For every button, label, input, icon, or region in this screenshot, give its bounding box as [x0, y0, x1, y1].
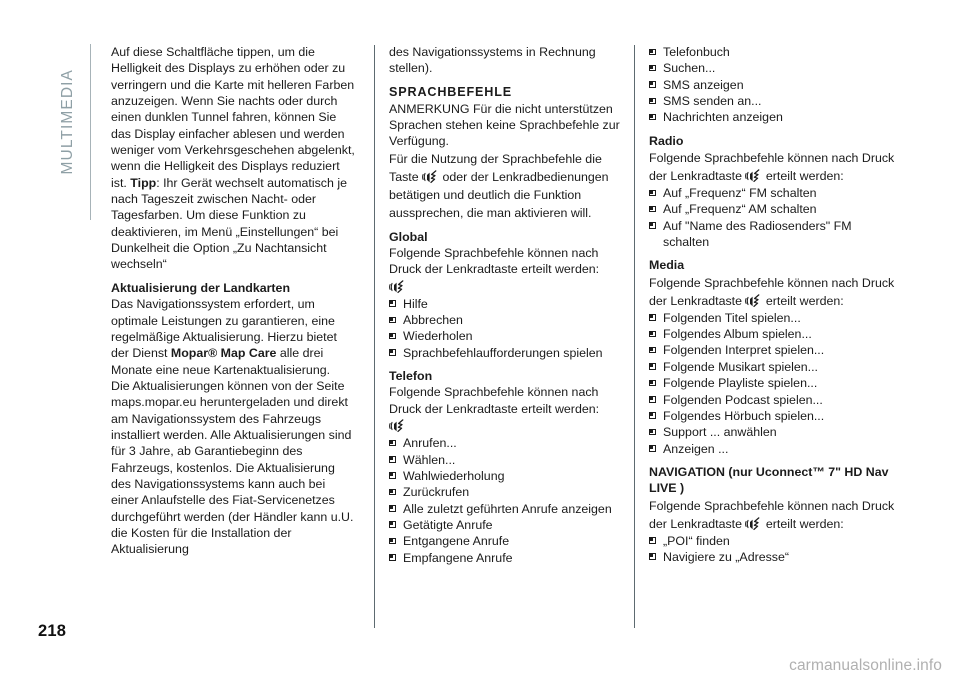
navigation-intro — [649, 497, 899, 533]
heading-radio: Radio — [649, 133, 684, 148]
square-bullet-icon — [389, 300, 396, 307]
navigation-command-list — [649, 533, 899, 566]
list-item-label: Abbrechen — [403, 313, 463, 328]
voice-command-icon — [389, 419, 406, 433]
telefon-command-list — [389, 435, 624, 566]
list-item-label: Folgende Musikart spielen... — [663, 359, 818, 374]
square-bullet-icon — [649, 412, 656, 419]
paragraph-map-care-text-b: alle drei Monate eine neue Kartenaktualisierung. — [111, 346, 331, 377]
list-item-label: Alle zuletzt geführten Anrufe anzeigen — [403, 501, 612, 516]
list-item — [649, 44, 899, 60]
list-item-label: Sprachbefehlaufforderungen spielen — [403, 345, 603, 360]
square-bullet-icon — [649, 429, 656, 436]
text-column-3 — [649, 44, 899, 565]
list-item-label: Folgende Playliste spielen... — [663, 376, 818, 391]
global-icon-line — [389, 278, 624, 296]
square-bullet-icon — [389, 349, 396, 356]
list-item — [389, 484, 624, 500]
list-item-label: Folgendes Hörbuch spielen... — [663, 408, 825, 423]
paragraph-voice-usage-text-a: Für die Nutzung der Sprachbefehle die Taste — [389, 151, 602, 184]
list-item-label: Suchen... — [663, 61, 716, 76]
spacer — [389, 222, 624, 229]
list-item-label: „POI“ finden — [663, 533, 730, 548]
square-bullet-icon — [649, 98, 656, 105]
paragraph-map-care — [111, 296, 356, 378]
list-item-label: Support ... anwählen — [663, 425, 777, 440]
list-item-label: SMS senden an... — [663, 94, 762, 109]
list-item-label: Wiederholen — [403, 329, 473, 344]
telefon-intro: Folgende Sprachbefehle können nach Druck der Lenkradtaste erteilt werden: — [389, 385, 600, 416]
list-item — [389, 550, 624, 566]
list-item-label: Entgangene Anrufe — [403, 534, 510, 549]
list-item — [389, 435, 624, 451]
list-item-label: Folgenden Titel spielen... — [663, 310, 801, 325]
square-bullet-icon — [649, 347, 656, 354]
list-item — [389, 328, 624, 344]
square-bullet-icon — [389, 317, 396, 324]
square-bullet-icon — [649, 65, 656, 72]
chapter-rail — [28, 40, 90, 630]
list-item — [649, 218, 899, 251]
spacer — [649, 250, 899, 257]
media-intro-text-a: Folgende Sprachbefehle können nach Druck der Lenkradtaste — [649, 275, 895, 308]
list-item-label: Getätigte Anrufe — [403, 517, 493, 532]
telefon-icon-line — [389, 417, 624, 435]
chapter-label: MULTIMEDIA — [59, 69, 76, 175]
list-item — [649, 60, 899, 76]
list-item-label: Zurückrufen — [403, 485, 470, 500]
square-bullet-icon — [649, 537, 656, 544]
voice-command-icon — [745, 294, 762, 308]
square-bullet-icon — [649, 81, 656, 88]
paragraph-update-download: Die Aktualisierungen können von der Seite maps.mopar.eu heruntergeladen und direkt am Navigationssystem des Fahrzeugs installiert werden. Alle Aktualisierungen sind für 3 Jahre, ab Garantiebeginn des Fahrzeugs, kostenlos. Die Aktualisierung des Navigationssystems kann auch bei einer Anlaufstelle des Fiat-Servicenetzes durchgeführt werden (der Händler kann u.U. die Kosten für die Installation der Aktualisierung — [111, 378, 354, 557]
list-item — [649, 185, 899, 201]
square-bullet-icon — [649, 49, 656, 56]
square-bullet-icon — [649, 331, 656, 338]
paragraph-continued-from-col1: des Navigationssystems in Rechnung stellen). — [389, 45, 596, 76]
list-item — [649, 549, 899, 565]
list-item-label: Telefonbuch — [663, 45, 730, 59]
heading-media: Media — [649, 258, 685, 273]
square-bullet-icon — [389, 554, 396, 561]
list-item — [389, 452, 624, 468]
column-divider-2 — [634, 45, 635, 628]
site-watermark: carmanualsonline.info — [789, 657, 942, 674]
spacer — [389, 361, 624, 368]
list-item — [649, 375, 899, 391]
list-item-label: Hilfe — [403, 296, 428, 311]
paragraph-brightness — [111, 44, 356, 273]
square-bullet-icon — [649, 363, 656, 370]
heading-navigation: NAVIGATION (nur Uconnect™ 7" HD Nav LIVE ) — [649, 464, 889, 496]
list-item — [649, 201, 899, 217]
mopar-map-care-label: Mopar® Map Care — [170, 346, 277, 361]
square-bullet-icon — [389, 440, 396, 447]
list-item-label: Folgenden Interpret spielen... — [663, 343, 825, 358]
list-item — [649, 359, 899, 375]
voice-command-icon — [745, 517, 762, 531]
square-bullet-icon — [649, 380, 656, 387]
navigation-intro-text-a: Folgende Sprachbefehle können nach Druck der Lenkradtaste — [649, 498, 895, 531]
list-item — [649, 441, 899, 457]
list-item — [389, 533, 624, 549]
list-item — [389, 345, 624, 361]
list-item-label: SMS anzeigen — [663, 77, 744, 92]
note-unsupported-languages: ANMERKUNG Für die nicht unterstützen Sprachen stehen keine Sprachbefehle zur Verfügung. — [389, 101, 620, 149]
list-item — [649, 392, 899, 408]
heading-telefon: Telefon — [389, 369, 433, 384]
chapter-rule — [90, 44, 91, 220]
list-item — [649, 77, 899, 93]
voice-command-icon — [745, 169, 762, 183]
square-bullet-icon — [389, 456, 396, 463]
square-bullet-icon — [389, 333, 396, 340]
voice-command-icon — [422, 170, 439, 184]
square-bullet-icon — [389, 505, 396, 512]
spacer — [389, 77, 624, 84]
square-bullet-icon — [389, 489, 396, 496]
square-bullet-icon — [649, 222, 656, 229]
list-item-label: Auf „Frequenz“ FM schalten — [663, 186, 817, 201]
list-item-label: Wählen... — [403, 452, 456, 467]
navigation-intro-text-b: erteilt werden: — [762, 516, 844, 531]
paragraph-voice-usage-text-b: oder der Lenkradbedienungen betätigen und deutlich die Funktion aussprechen, die man aktivieren will. — [389, 169, 609, 220]
media-command-list — [649, 310, 899, 457]
square-bullet-icon — [649, 445, 656, 452]
radio-command-list — [649, 185, 899, 250]
spacer — [111, 273, 356, 280]
square-bullet-icon — [649, 553, 656, 560]
list-item — [389, 296, 624, 312]
list-item — [649, 533, 899, 549]
list-item-label: Navigiere zu „Adresse“ — [663, 549, 790, 564]
text-column-1 — [111, 44, 356, 558]
list-item — [389, 517, 624, 533]
list-item-label: Anrufen... — [403, 436, 457, 451]
square-bullet-icon — [649, 396, 656, 403]
tipp-label: Tipp — [130, 175, 157, 190]
radio-intro — [649, 149, 899, 185]
square-bullet-icon — [649, 114, 656, 121]
list-item — [649, 342, 899, 358]
list-item-label: Wahlwiederholung — [403, 468, 505, 483]
list-item — [649, 310, 899, 326]
page-number: 218 — [38, 622, 67, 640]
square-bullet-icon — [389, 521, 396, 528]
paragraph-brightness-text-b: : Ihr Gerät wechselt automatisch je nach Tageszeit zwischen Nacht- oder Tagesfarben. Um diese Funktion zu deaktivieren, im Menü „Einstellungen“ bei Dunkelheit die Option „Zu Nachtansicht wechseln“ — [111, 175, 347, 272]
list-item — [649, 408, 899, 424]
list-item — [649, 424, 899, 440]
list-item — [389, 468, 624, 484]
list-item — [649, 93, 899, 109]
paragraph-map-care-text-a: Das Navigationssystem erfordert, um optimale Leistungen zu garantieren, eine regelmäßige Aktualisierung. Hierzu bietet der Dienst — [111, 297, 337, 361]
radio-intro-text-a: Folgende Sprachbefehle können nach Druck der Lenkradtaste — [649, 151, 895, 184]
heading-global: Global — [389, 229, 428, 244]
list-item-label: Folgenden Podcast spielen... — [663, 392, 823, 407]
media-intro — [649, 274, 899, 310]
square-bullet-icon — [649, 190, 656, 197]
list-item-label: Folgendes Album spielen... — [663, 327, 812, 342]
list-item — [649, 109, 899, 125]
global-command-list — [389, 296, 624, 361]
voice-command-icon — [389, 280, 406, 294]
list-item — [389, 501, 624, 517]
heading-map-update: Aktualisierung der Landkarten — [111, 280, 291, 295]
list-item-label: Auf „Frequenz“ AM schalten — [663, 202, 817, 217]
text-column-2 — [389, 44, 624, 566]
paragraph-voice-usage — [389, 150, 624, 222]
list-item-label: Empfangene Anrufe — [403, 550, 513, 565]
spacer — [649, 126, 899, 133]
list-item — [389, 312, 624, 328]
square-bullet-icon — [649, 314, 656, 321]
global-intro: Folgende Sprachbefehle können nach Druck der Lenkradtaste erteilt werden: — [389, 246, 600, 277]
paragraph-brightness-text-a: Auf diese Schaltfläche tippen, um die Helligkeit des Displays zu erhöhen oder zu verringern und die Karte mit helleren Farben anzuzeigen. Wenn Sie nachts oder durch einen dunklen Tunnel fahren, können Sie das Display einfacher ablesen und werden weniger vom Verkehrsgeschehen abgelenkt, wenn die Helligkeit des Displays reduziert ist. — [111, 45, 355, 190]
list-item-label: Auf "Name des Radiosenders" FM schalten — [663, 218, 852, 250]
radio-intro-text-b: erteilt werden: — [762, 169, 844, 184]
telefon-command-list-continued — [649, 44, 899, 126]
heading-sprachbefehle: SPRACHBEFEHLE — [389, 84, 513, 99]
media-intro-text-b: erteilt werden: — [762, 293, 844, 308]
square-bullet-icon — [649, 206, 656, 213]
list-item — [649, 326, 899, 342]
column-divider-1 — [374, 45, 375, 628]
spacer — [649, 457, 899, 464]
square-bullet-icon — [389, 538, 396, 545]
square-bullet-icon — [389, 472, 396, 479]
list-item-label: Nachrichten anzeigen — [663, 110, 783, 125]
list-item-label: Anzeigen ... — [663, 441, 729, 456]
